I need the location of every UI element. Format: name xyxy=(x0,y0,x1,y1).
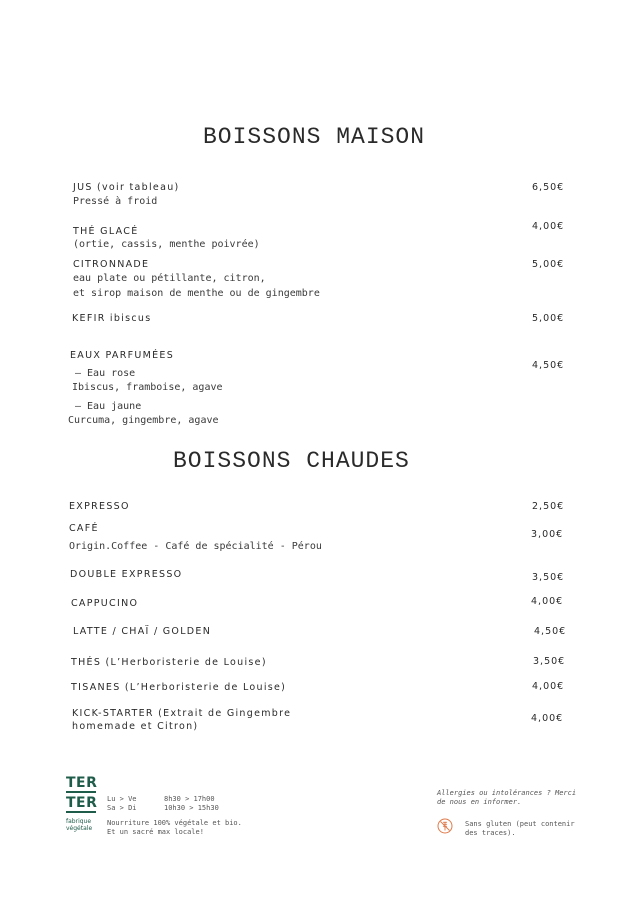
item-jus-name: JUS (voir tableau) xyxy=(73,182,180,193)
note-line-2: Et un sacré max locale! xyxy=(107,828,204,836)
item-double-price: 3,50€ xyxy=(532,572,565,583)
item-kefir-price: 5,00€ xyxy=(532,313,565,324)
logo xyxy=(66,777,100,832)
item-latte-name: LATTE / CHAÏ / GOLDEN xyxy=(73,626,212,637)
item-expresso-price: 2,50€ xyxy=(532,501,565,512)
hours-days-2: Sa > Di xyxy=(107,804,137,812)
item-citronnade-desc2: et sirop maison de menthe ou de gingembre xyxy=(73,288,320,299)
logo-word-1: TER xyxy=(66,775,98,791)
note-line-1: Nourriture 100% végétale et bio. xyxy=(107,819,242,827)
item-jus-desc: Pressé à froid xyxy=(73,196,158,207)
item-cafe-price: 3,00€ xyxy=(531,529,564,540)
item-jus-price: 6,50€ xyxy=(532,182,565,193)
item-eau-jaune-title: — Eau jaune xyxy=(75,401,142,412)
item-latte-price: 4,50€ xyxy=(534,626,567,637)
hours-days-1: Lu > Ve xyxy=(107,795,137,803)
section-title-maison: BOISSONS MAISON xyxy=(203,124,426,150)
gluten-free-icon xyxy=(437,818,453,834)
item-cafe-desc: Origin.Coffee - Café de spécialité - Pérou xyxy=(69,541,322,552)
item-eau-rose-title: — Eau rose xyxy=(75,368,136,379)
item-kick-price: 4,00€ xyxy=(531,713,564,724)
item-eau-rose-desc: Ibiscus, framboise, agave xyxy=(72,382,223,393)
allergy-line-2: de nous en informer. xyxy=(437,798,522,806)
item-kefir-name: KEFIR ibiscus xyxy=(72,313,152,324)
logo-sub-2: végétale xyxy=(66,825,93,832)
item-cappucino-price: 4,00€ xyxy=(531,596,564,607)
item-thes-name: THÉS (L’Herboristerie de Louise) xyxy=(71,657,267,668)
item-cappucino-name: CAPPUCINO xyxy=(71,598,139,609)
allergy-line-1: Allergies ou intolérances ? Merci xyxy=(437,789,577,797)
item-citronnade-name: CITRONNADE xyxy=(73,259,150,270)
item-double-name: DOUBLE EXPRESSO xyxy=(70,569,183,580)
item-tisanes-price: 4,00€ xyxy=(532,681,565,692)
hours-time-2: 10h30 > 15h30 xyxy=(164,804,219,812)
item-the-desc: (ortie, cassis, menthe poivrée) xyxy=(73,239,260,250)
logo-sub-1: fabrique xyxy=(66,818,92,825)
item-citronnade-desc1: eau plate ou pétillante, citron, xyxy=(73,273,266,284)
item-eau-jaune-desc: Curcuma, gingembre, agave xyxy=(68,415,219,426)
item-kick-name1: KICK-STARTER (Extrait de Gingembre xyxy=(72,708,292,719)
gluten-line-2: des traces). xyxy=(465,829,516,837)
section-title-chaudes: BOISSONS CHAUDES xyxy=(173,448,410,474)
item-kick-name2: homemade et Citron) xyxy=(72,721,199,732)
logo-word-2: TER xyxy=(66,795,98,811)
item-the-name: THÉ GLACÉ xyxy=(73,226,139,237)
item-thes-price: 3,50€ xyxy=(533,656,566,667)
item-citronnade-price: 5,00€ xyxy=(532,259,565,270)
gluten-line-1: Sans gluten (peut contenir xyxy=(465,820,575,828)
item-eaux-name: EAUX PARFUMÉES xyxy=(70,350,175,361)
item-the-price: 4,00€ xyxy=(532,221,565,232)
item-tisanes-name: TISANES (L’Herboristerie de Louise) xyxy=(71,682,287,693)
item-cafe-name: CAFÉ xyxy=(69,523,99,534)
item-eaux-price: 4,50€ xyxy=(532,360,565,371)
hours-time-1: 8h30 > 17h00 xyxy=(164,795,215,803)
logo-wave-2 xyxy=(66,811,96,816)
item-expresso-name: EXPRESSO xyxy=(69,501,130,512)
